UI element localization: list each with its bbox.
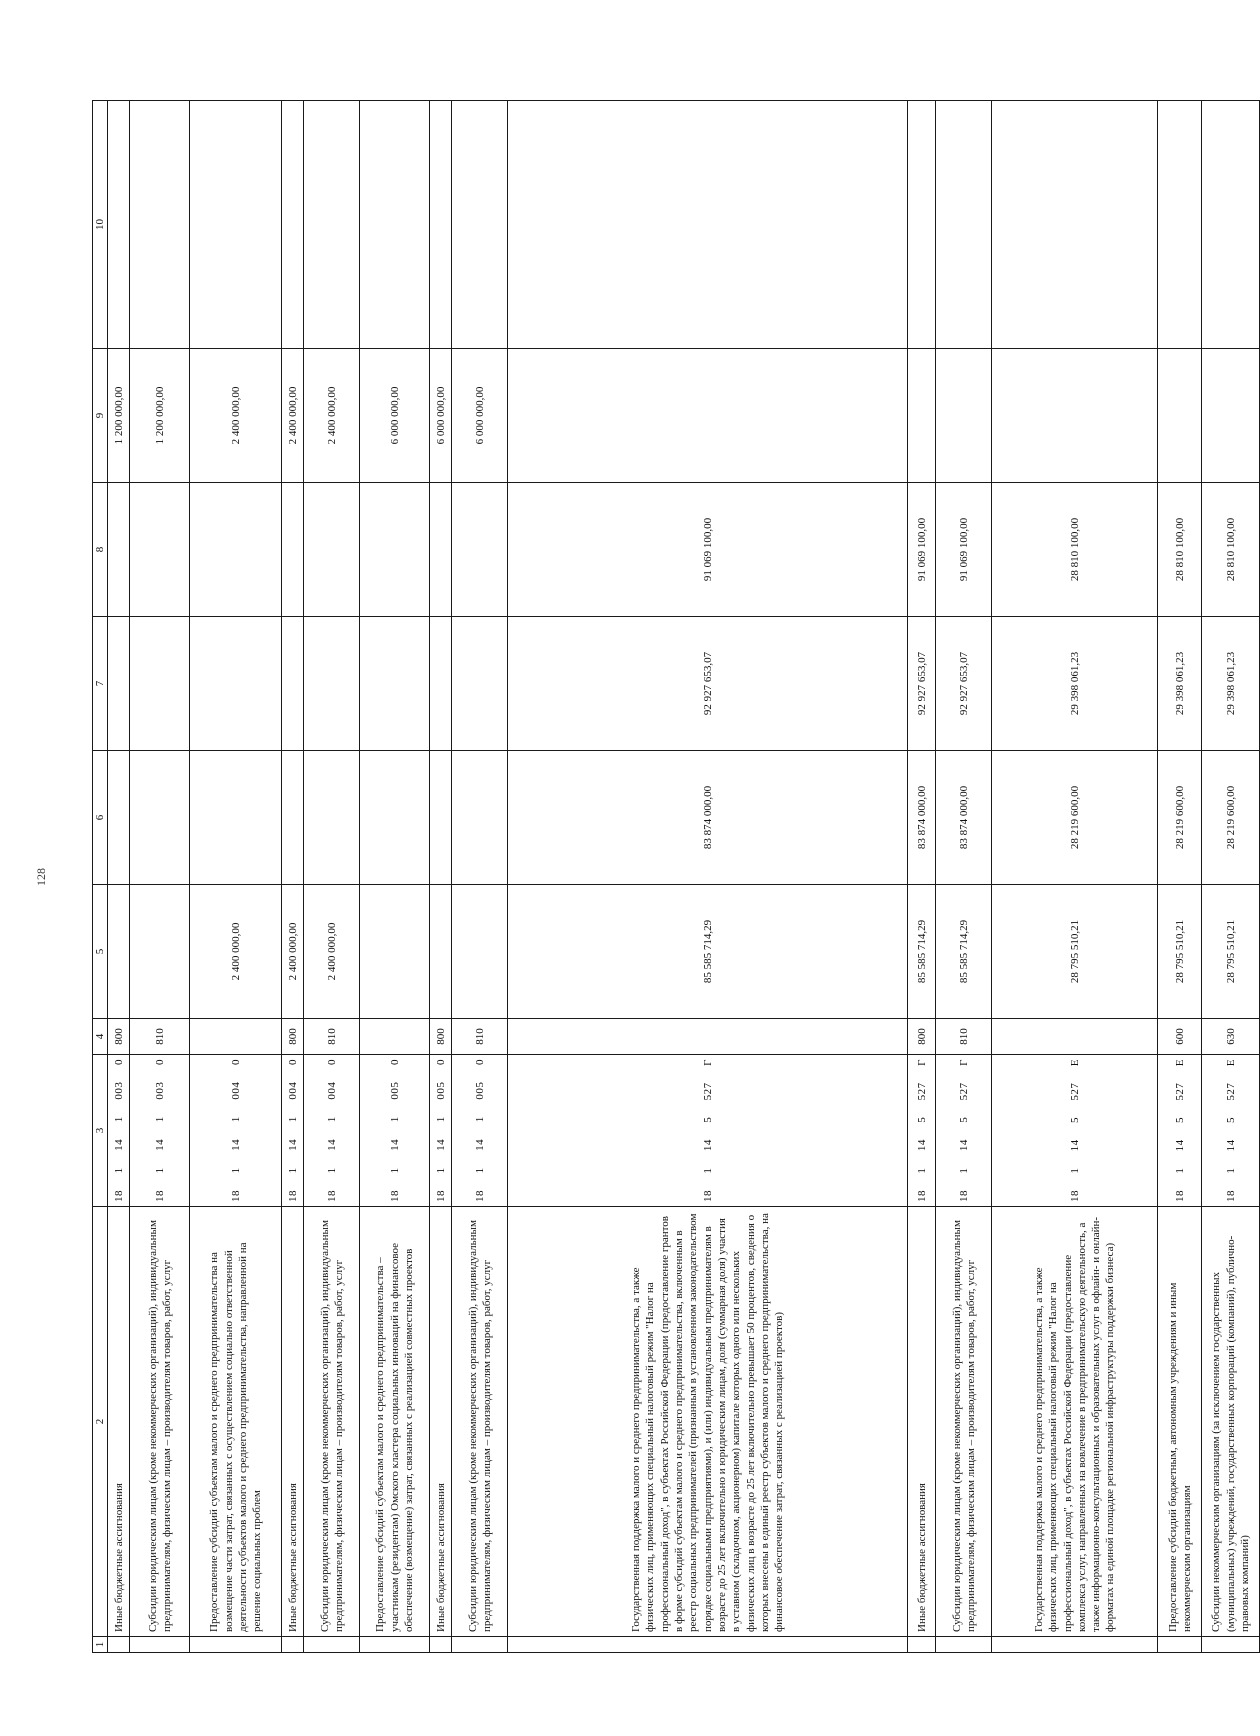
amount-c6 — [108, 751, 130, 885]
amount-c10 — [108, 101, 130, 349]
classification-code — [130, 1055, 190, 1207]
classification-code — [908, 1055, 936, 1207]
code-part: Г — [701, 1059, 714, 1066]
code-part: 004 — [229, 1081, 242, 1100]
table-row — [452, 101, 508, 1653]
code-part: 14 — [286, 1138, 299, 1151]
code-part: 14 — [915, 1139, 928, 1152]
amount-c6 — [430, 751, 452, 885]
item-name: Предоставление субсидий субъектам малого и среднего предпринимательства – участникам (резидентам) Омского кластера социальных инноваций на финансовое обеспечение (возмещение) затрат, связанных с реализацией совместных проектов — [360, 1207, 430, 1637]
classification-code — [190, 1055, 282, 1207]
code-part: 5 — [1068, 1116, 1081, 1123]
amount-c6 — [130, 751, 190, 885]
expense-type-code: 810 — [452, 1019, 508, 1055]
amount-c9: 2 400 000,00 — [282, 349, 304, 483]
classification-code — [936, 1055, 992, 1207]
code-part: 0 — [112, 1059, 125, 1066]
amount-c6: 28 219 600,00 — [992, 751, 1158, 885]
classification-code — [1158, 1055, 1202, 1207]
code-part: 1 — [153, 1116, 166, 1123]
code-part: Г — [957, 1059, 970, 1066]
amount-c6 — [282, 751, 304, 885]
amount-c7: 92 927 653,07 — [908, 617, 936, 751]
table-body — [108, 101, 1260, 1653]
item-name: Предоставление субсидий субъектам малого и среднего предпринимательства на возмещение части затрат, связанных с осуществлением социально ответственной деятельности субъектов малого и среднего предпринимательства, направленной на решение социальных проблем — [190, 1207, 282, 1637]
code-part: 1 — [229, 1116, 242, 1123]
expense-type-code: 800 — [908, 1019, 936, 1055]
table-row — [430, 101, 452, 1653]
code-part: 527 — [1068, 1082, 1081, 1101]
classification-code — [508, 1055, 908, 1207]
table-row — [936, 101, 992, 1653]
code-part: 1 — [473, 1167, 486, 1174]
code-part: 527 — [1173, 1082, 1186, 1101]
code-part: 1 — [325, 1116, 338, 1123]
amount-c7 — [130, 617, 190, 751]
amount-c7 — [190, 617, 282, 751]
amount-c6: 28 219 600,00 — [1202, 751, 1260, 885]
amount-c8 — [130, 483, 190, 617]
amount-c7 — [282, 617, 304, 751]
amount-c7: 29 398 061,23 — [992, 617, 1158, 751]
code-part: 0 — [388, 1059, 401, 1066]
code-part: 1 — [1173, 1167, 1186, 1174]
amount-c10 — [190, 101, 282, 349]
amount-c6 — [304, 751, 360, 885]
code-part: 18 — [286, 1190, 299, 1202]
amount-c5: 85 585 714,29 — [908, 885, 936, 1019]
table-row — [908, 101, 936, 1653]
expense-type-code — [190, 1019, 282, 1055]
amount-c7: 92 927 653,07 — [508, 617, 908, 751]
amount-c9: 2 400 000,00 — [304, 349, 360, 483]
classification-code — [282, 1055, 304, 1207]
code-part: 18 — [915, 1190, 928, 1202]
code-part: 18 — [1173, 1190, 1186, 1202]
classification-code — [452, 1055, 508, 1207]
header-row — [93, 101, 108, 1653]
item-name: Иные бюджетные ассигнования — [430, 1207, 452, 1637]
amount-c5 — [108, 885, 130, 1019]
expense-type-code: 800 — [430, 1019, 452, 1055]
code-part: 1 — [112, 1167, 125, 1174]
row-index-cell — [430, 1637, 452, 1653]
code-part: 0 — [229, 1059, 242, 1066]
expense-type-code: 600 — [1158, 1019, 1202, 1055]
amount-c5 — [430, 885, 452, 1019]
code-part: 0 — [473, 1059, 486, 1066]
code-part: 1 — [473, 1116, 486, 1123]
amount-c9 — [908, 349, 936, 483]
item-name: Государственная поддержка малого и среднего предпринимательства, а также физических лиц, применяющих специальный налоговый режим "Налог на профессиональный доход", в субъектах Российской Федерации (предоставление комплекса услуг, направленных на вовлечение в предпринимательскую деятельность, а также информационно-консультационных и образовательных услуг в офлайн- и онлайн-форматах на единой площадке региональной инфраструктуры поддержки бизнеса) — [992, 1207, 1158, 1637]
header-cell: 2 — [93, 1207, 108, 1637]
table-row — [1202, 101, 1260, 1653]
code-part: 1 — [434, 1116, 447, 1123]
row-index-cell — [452, 1637, 508, 1653]
classification-code — [108, 1055, 130, 1207]
amount-c10 — [1158, 101, 1202, 349]
amount-c10 — [1202, 101, 1260, 349]
amount-c5: 85 585 714,29 — [936, 885, 992, 1019]
code-part: 1 — [112, 1116, 125, 1123]
amount-c9: 1 200 000,00 — [108, 349, 130, 483]
amount-c10 — [936, 101, 992, 349]
amount-c7: 29 398 061,23 — [1202, 617, 1260, 751]
code-part: 14 — [153, 1138, 166, 1151]
code-part: 18 — [434, 1190, 447, 1202]
code-part: Г — [915, 1059, 928, 1066]
amount-c10 — [430, 101, 452, 349]
amount-c7 — [452, 617, 508, 751]
code-part: 1 — [915, 1167, 928, 1174]
code-part: 14 — [388, 1138, 401, 1151]
header-cell: 9 — [93, 349, 108, 483]
item-name: Государственная поддержка малого и среднего предпринимательства, а также физических лиц, применяющих специальный налоговый режим "Налог на профессиональный доход", в субъектах Российской Федерации (предоставление грантов в форме субсидий субъектам малого и среднего предпринимательства, включенным в реестр социальных предпринимателей (признанным в установленном законодательством порядке социальными предприятиями), и (или) индивидуальным предпринимателям в возрасте до 25 лет включительно и юридическим лицам, доля (суммарная доля) участия в уставном (складочном, акционерном) капитале которых одного или нескольких физических лиц в возрасте до 25 лет включительно превышает 50 процентов, сведения о которых внесены в единый реестр субъектов малого и среднего предпринимательства, на финансовое обеспечение затрат, связанных с реализацией проектов) — [508, 1207, 908, 1637]
code-part: 003 — [112, 1081, 125, 1100]
row-index-cell — [1158, 1637, 1202, 1653]
code-part: 1 — [434, 1167, 447, 1174]
classification-code — [1202, 1055, 1260, 1207]
row-index-cell — [282, 1637, 304, 1653]
expense-type-code: 810 — [304, 1019, 360, 1055]
amount-c6: 83 874 000,00 — [908, 751, 936, 885]
code-part: 527 — [915, 1082, 928, 1101]
code-part: 5 — [915, 1116, 928, 1123]
expense-type-code — [508, 1019, 908, 1055]
row-index-cell — [908, 1637, 936, 1653]
expense-type-code — [360, 1019, 430, 1055]
code-part: 1 — [229, 1167, 242, 1174]
amount-c10 — [130, 101, 190, 349]
amount-c9 — [508, 349, 908, 483]
amount-c9: 6 000 000,00 — [430, 349, 452, 483]
table-row — [1158, 101, 1202, 1653]
amount-c8 — [452, 483, 508, 617]
amount-c9 — [1158, 349, 1202, 483]
amount-c8: 28 810 100,00 — [1202, 483, 1260, 617]
code-part: 14 — [1173, 1139, 1186, 1152]
amount-c9 — [992, 349, 1158, 483]
classification-code — [992, 1055, 1158, 1207]
expense-type-code — [992, 1019, 1158, 1055]
code-part: 1 — [325, 1167, 338, 1174]
code-part: 18 — [388, 1190, 401, 1202]
amount-c10 — [992, 101, 1158, 349]
amount-c9: 2 400 000,00 — [190, 349, 282, 483]
code-part: 527 — [957, 1082, 970, 1101]
amount-c10 — [508, 101, 908, 349]
amount-c8 — [360, 483, 430, 617]
code-part: 18 — [473, 1190, 486, 1202]
amount-c7 — [304, 617, 360, 751]
row-index-cell — [1202, 1637, 1260, 1653]
amount-c8: 91 069 100,00 — [908, 483, 936, 617]
item-name: Субсидии некоммерческим организациям (за исключением государственных (муниципальных) учреждений, государственных корпораций (компаний), публично-правовых компаний) — [1202, 1207, 1260, 1637]
amount-c9 — [936, 349, 992, 483]
header-cell: 7 — [93, 617, 108, 751]
code-part: 527 — [701, 1082, 714, 1101]
item-name: Субсидии юридическим лицам (кроме некоммерческих организаций), индивидуальным предпринимателям, физическим лицам – производителям товаров, работ, услуг — [452, 1207, 508, 1637]
table-row — [992, 101, 1158, 1653]
row-index-cell — [936, 1637, 992, 1653]
amount-c8 — [282, 483, 304, 617]
code-part: 18 — [325, 1190, 338, 1202]
code-part: 1 — [388, 1116, 401, 1123]
code-part: 5 — [701, 1116, 714, 1123]
amount-c5: 85 585 714,29 — [508, 885, 908, 1019]
table-row — [190, 101, 282, 1653]
code-part: 0 — [153, 1059, 166, 1066]
amount-c10 — [282, 101, 304, 349]
item-name: Предоставление субсидий бюджетным, автономным учреждениям и иным некоммерческим организациям — [1158, 1207, 1202, 1637]
code-part: 005 — [388, 1081, 401, 1100]
code-part: 18 — [1068, 1190, 1081, 1202]
code-part: 5 — [1173, 1116, 1186, 1123]
classification-code — [304, 1055, 360, 1207]
code-part: 18 — [229, 1190, 242, 1202]
amount-c7 — [108, 617, 130, 751]
item-name: Субсидии юридическим лицам (кроме некоммерческих организаций), индивидуальным предпринимателям, физическим лицам – производителям товаров, работ, услуг — [130, 1207, 190, 1637]
code-part: 0 — [434, 1059, 447, 1066]
header-cell: 10 — [93, 101, 108, 349]
amount-c9: 6 000 000,00 — [452, 349, 508, 483]
amount-c8 — [430, 483, 452, 617]
code-part: 14 — [434, 1138, 447, 1151]
table-row — [360, 101, 430, 1653]
header-cell: 5 — [93, 885, 108, 1019]
amount-c10 — [304, 101, 360, 349]
code-part: 005 — [473, 1081, 486, 1100]
code-part: 1 — [153, 1167, 166, 1174]
item-name: Иные бюджетные ассигнования — [908, 1207, 936, 1637]
row-index-cell — [360, 1637, 430, 1653]
header-cell: 4 — [93, 1019, 108, 1055]
page-number: 128 — [34, 868, 48, 886]
amount-c10 — [452, 101, 508, 349]
code-part: 1 — [1068, 1167, 1081, 1174]
item-name: Субсидии юридическим лицам (кроме некоммерческих организаций), индивидуальным предпринимателям, физическим лицам – производителям товаров, работ, услуг — [936, 1207, 992, 1637]
amount-c5 — [452, 885, 508, 1019]
expense-type-code: 810 — [130, 1019, 190, 1055]
code-part: 18 — [112, 1190, 125, 1202]
expense-type-code: 800 — [108, 1019, 130, 1055]
amount-c9: 1 200 000,00 — [130, 349, 190, 483]
item-name: Иные бюджетные ассигнования — [282, 1207, 304, 1637]
amount-c5 — [130, 885, 190, 1019]
code-part: 14 — [325, 1138, 338, 1151]
amount-c8: 28 810 100,00 — [1158, 483, 1202, 617]
amount-c7: 29 398 061,23 — [1158, 617, 1202, 751]
amount-c5: 2 400 000,00 — [282, 885, 304, 1019]
amount-c8: 91 069 100,00 — [508, 483, 908, 617]
code-part: 14 — [957, 1139, 970, 1152]
item-name: Субсидии юридическим лицам (кроме некоммерческих организаций), индивидуальным предпринимателям, физическим лицам – производителям товаров, работ, услуг — [304, 1207, 360, 1637]
row-index-cell — [130, 1637, 190, 1653]
expense-type-code: 810 — [936, 1019, 992, 1055]
code-part: 18 — [1224, 1190, 1237, 1202]
amount-c5: 28 795 510,21 — [1158, 885, 1202, 1019]
code-part: 5 — [1224, 1116, 1237, 1123]
amount-c7 — [360, 617, 430, 751]
table-row — [108, 101, 130, 1653]
table-row — [282, 101, 304, 1653]
amount-c7: 92 927 653,07 — [936, 617, 992, 751]
rotated-sheet — [34, 101, 1251, 1653]
expense-type-code: 800 — [282, 1019, 304, 1055]
code-part: 0 — [325, 1059, 338, 1066]
amount-c5: 28 795 510,21 — [1202, 885, 1260, 1019]
code-part: Е — [1068, 1059, 1081, 1067]
row-index-cell — [190, 1637, 282, 1653]
code-part: 1 — [701, 1167, 714, 1174]
code-part: Е — [1173, 1059, 1186, 1067]
amount-c5: 28 795 510,21 — [992, 885, 1158, 1019]
expense-type-code: 630 — [1202, 1019, 1260, 1055]
code-part: 005 — [434, 1081, 447, 1100]
header-cell: 1 — [93, 1637, 108, 1653]
amount-c8 — [304, 483, 360, 617]
code-part: 1 — [1224, 1167, 1237, 1174]
amount-c8 — [108, 483, 130, 617]
row-index-cell — [992, 1637, 1158, 1653]
row-index-cell — [108, 1637, 130, 1653]
amount-c6 — [190, 751, 282, 885]
row-index-cell — [508, 1637, 908, 1653]
amount-c6: 83 874 000,00 — [936, 751, 992, 885]
amount-c10 — [360, 101, 430, 349]
code-part: 18 — [153, 1190, 166, 1202]
code-part: 1 — [286, 1167, 299, 1174]
amount-c9: 6 000 000,00 — [360, 349, 430, 483]
table-row — [130, 101, 190, 1653]
amount-c8 — [190, 483, 282, 617]
code-part: 527 — [1224, 1082, 1237, 1101]
amount-c9 — [1202, 349, 1260, 483]
code-part: 18 — [701, 1190, 714, 1202]
table-row — [304, 101, 360, 1653]
code-part: 18 — [957, 1190, 970, 1202]
code-part: 004 — [286, 1081, 299, 1100]
code-part: 14 — [1068, 1139, 1081, 1152]
code-part: 1 — [286, 1116, 299, 1123]
code-part: 14 — [112, 1138, 125, 1151]
header-cell: 8 — [93, 483, 108, 617]
code-part: 14 — [473, 1138, 486, 1151]
table-row — [508, 101, 908, 1653]
amount-c8: 28 810 100,00 — [992, 483, 1158, 617]
code-part: 003 — [153, 1081, 166, 1100]
code-part: 14 — [229, 1138, 242, 1151]
code-part: 004 — [325, 1081, 338, 1100]
amount-c5: 2 400 000,00 — [304, 885, 360, 1019]
code-part: 14 — [1224, 1139, 1237, 1152]
code-part: 5 — [957, 1116, 970, 1123]
classification-code — [430, 1055, 452, 1207]
amount-c8: 91 069 100,00 — [936, 483, 992, 617]
item-name: Иные бюджетные ассигнования — [108, 1207, 130, 1637]
code-part: Е — [1224, 1059, 1237, 1067]
amount-c6: 83 874 000,00 — [508, 751, 908, 885]
budget-table — [92, 100, 1260, 1653]
amount-c5: 2 400 000,00 — [190, 885, 282, 1019]
amount-c6 — [452, 751, 508, 885]
amount-c7 — [430, 617, 452, 751]
code-part: 1 — [957, 1167, 970, 1174]
code-part: 0 — [286, 1059, 299, 1066]
code-part: 1 — [388, 1167, 401, 1174]
amount-c6 — [360, 751, 430, 885]
row-index-cell — [304, 1637, 360, 1653]
amount-c10 — [908, 101, 936, 349]
header-cell: 6 — [93, 751, 108, 885]
amount-c6: 28 219 600,00 — [1158, 751, 1202, 885]
classification-code — [360, 1055, 430, 1207]
header-cell: 3 — [93, 1055, 108, 1207]
code-part: 14 — [701, 1139, 714, 1152]
amount-c5 — [360, 885, 430, 1019]
